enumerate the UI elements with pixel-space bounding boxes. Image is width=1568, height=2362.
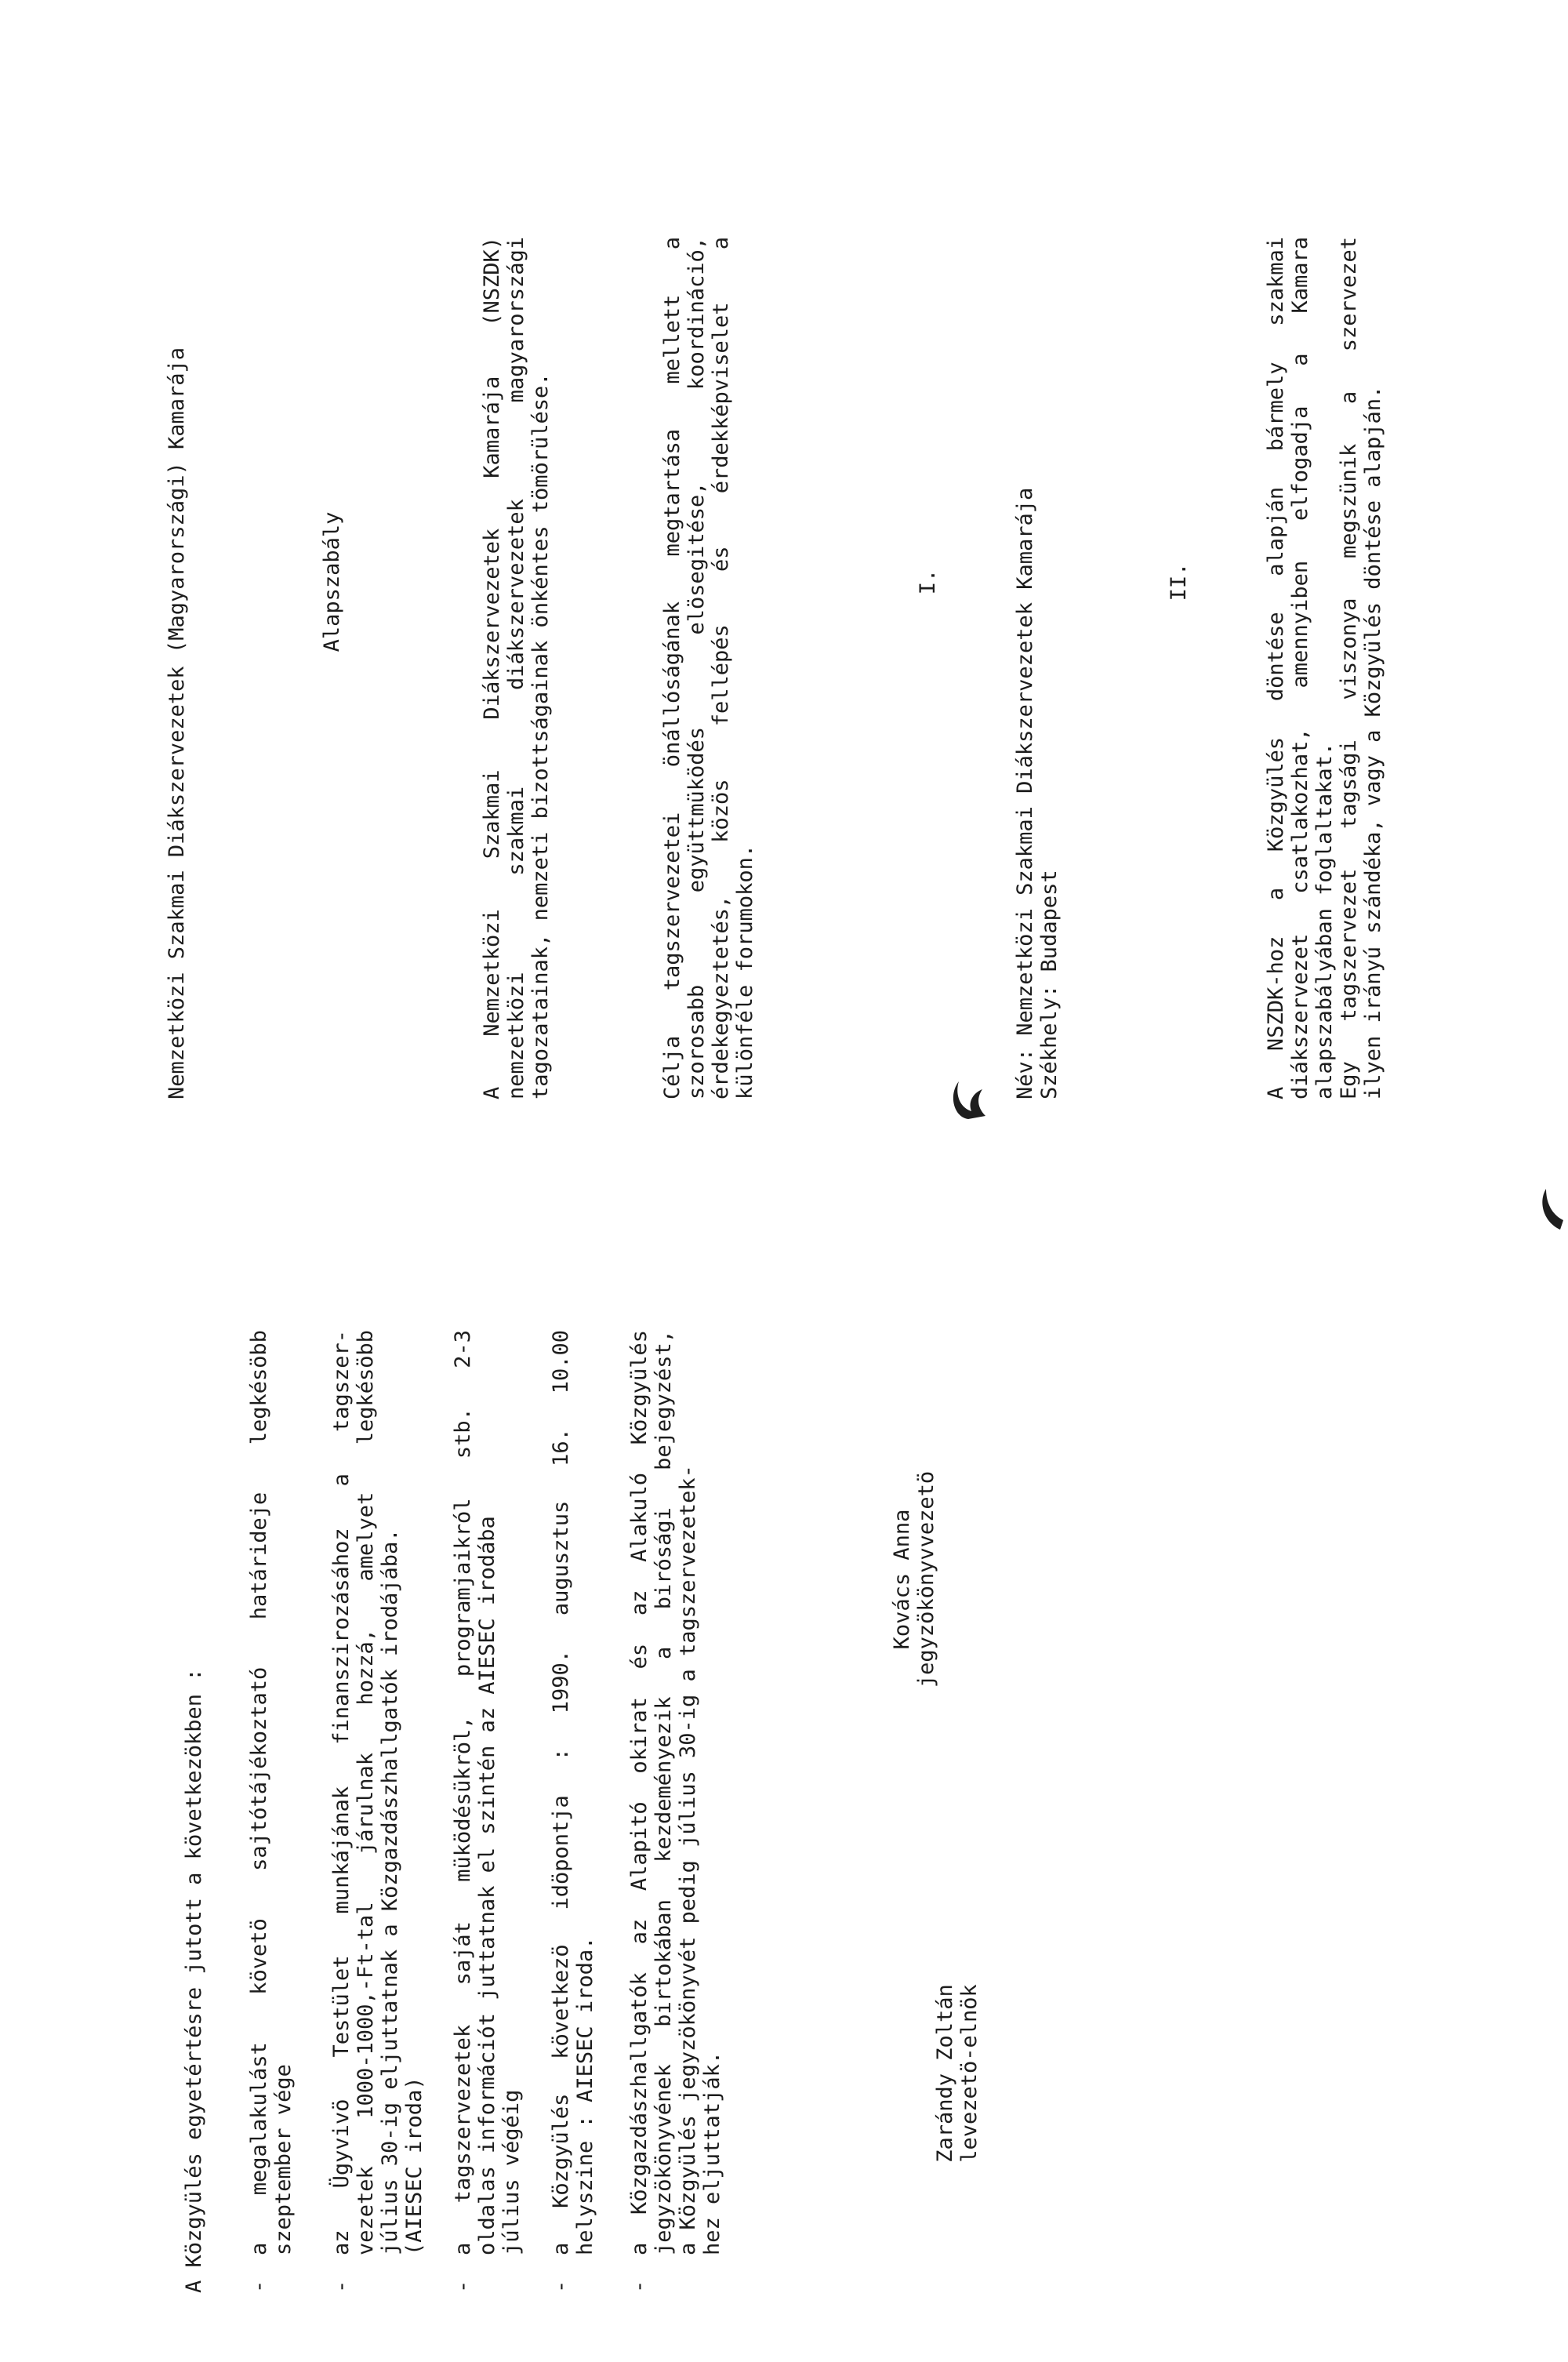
text-line: hez eljuttatják. (700, 2051, 724, 2255)
text-line: jegyzökönyvének birtokában kezdeményezik a birósági bejegyzést, (652, 1330, 676, 2255)
text-line: helyszine : AIESEC iroda. (573, 1936, 597, 2255)
text-line: szorosabb együttmüködés elösegitése, koordináció, (684, 237, 709, 1099)
minutes-point (549, 1330, 597, 2293)
scan-smudge-mark (1537, 1186, 1566, 1233)
text-line: Egy tagszervezet tagsági viszonya megszünik a szervezet (1337, 237, 1361, 1099)
bullet-dash: - (627, 2280, 652, 2293)
minutes-column (0, 1203, 1568, 2293)
bullet-dash: - (247, 2280, 271, 2293)
section-heading-2: II. (1167, 562, 1191, 601)
bullet-dash: - (329, 2280, 354, 2293)
text-line: különféle forumokon. (733, 844, 757, 1099)
text-line: tagozatainak, nemzeti bizottságainak önkéntes tömörülése. (528, 372, 553, 1099)
text-line: a Közgazdászhallgatók az Alapitó okirat és az Alakuló Közgyülés (627, 1330, 652, 2255)
statute-name-block (1013, 237, 1062, 1099)
organization-title: Nemzetközi Szakmai Diákszervezetek (Magyarországi) Kamarája (165, 347, 189, 1099)
minutes-point-text (627, 1330, 724, 2255)
minutes-point-text (329, 1330, 426, 2255)
text-line: a megalakulást követö sajtótájékoztató határideje legkésöbb (247, 1330, 271, 2255)
text-line: (AIESEC iroda) (402, 2077, 426, 2255)
signer-role: jegyzökönyvvezetö (914, 1470, 938, 1688)
bullet-dash: - (451, 2280, 475, 2293)
signer-role: levezetö-elnök (957, 1984, 982, 2163)
text-line: a tagszervezetek saját müködésükröl, programjaikról stb. 2-3 (451, 1330, 475, 2255)
minutes-point-text (247, 1330, 296, 2255)
text-line: diákszervezet csatlakozhat, amennyiben elfogadja a Kamara (1288, 237, 1312, 1099)
signature-recorder (890, 1336, 938, 1822)
minutes-intro: A Közgyülés egyetértésre jutott a következökben : (182, 1668, 206, 2293)
text-line: a Közgyülés jegyzökönyvét pedig július 30-ig a tagszervezetek- (676, 1465, 700, 2255)
minutes-point-text (451, 1330, 524, 2255)
signature-chair (933, 1854, 982, 2293)
seat-line: Székhely: Budapest (1037, 870, 1062, 1099)
text-line: oldalas információt juttatnak el szintén az AIESEC irodába (475, 1516, 499, 2255)
section-heading-1: I. (916, 569, 940, 595)
document-title: Alapszabály (320, 511, 344, 652)
minutes-point (247, 1330, 296, 2293)
text-line: A NSZDK-hoz a Közgyülés döntése alapján bármely szakmai (1264, 237, 1288, 1099)
statute-membership-paragraph (1264, 237, 1385, 1099)
signer-name: Kovács Anna (890, 1509, 914, 1650)
name-line: Név: Nemzetközi Szakmai Diákszervezetek Kamarája (1013, 487, 1037, 1099)
minutes-point (451, 1330, 524, 2293)
text-line: szeptember vége (271, 2064, 296, 2255)
text-line: Célja tagszervezetei önállóságának megtartása mellett a (660, 237, 684, 1099)
minutes-point-text (549, 1330, 597, 2255)
text-line: A Nemzetközi Szakmai Diákszervezetek Kamarája (NSZDK) (480, 237, 504, 1099)
statute-goal-paragraph (660, 237, 757, 1099)
text-line: nemzetközi szakmai diákszervezetek magyarországi (504, 237, 528, 1099)
statute-column (0, 64, 1568, 1099)
minutes-point (329, 1330, 426, 2293)
text-line: az Ügyvivö Testület munkájának finanszirozásához a tagszer- (329, 1330, 354, 2255)
text-line: július 30-ig eljuttatnak a Közgazdászhallgatók irodájába. (378, 1528, 402, 2255)
signer-name: Zarándy Zoltán (933, 1984, 957, 2163)
statute-intro-paragraph (480, 237, 553, 1099)
text-line: vezetek 1000-1000,-Ft-tal járulnak hozzá, amelyet legkésöbb (354, 1330, 378, 2255)
text-line: érdekegyeztetés, közös fellépés és érdekképviselet a (709, 237, 733, 1099)
text-line: ilyen irányú szándéka, vagy a Közgyülés döntése alapján. (1361, 385, 1385, 1099)
text-line: július végéig (499, 2089, 524, 2255)
text-line: alapszabályában foglaltakat. (1312, 742, 1337, 1099)
bullet-dash: - (549, 2280, 573, 2293)
text-line: a Közgyülés következö idöpontja : 1990. augusztus 16. 10.00 (549, 1330, 573, 2255)
minutes-point (627, 1330, 724, 2293)
punch-hole-mark (945, 1072, 1000, 1127)
